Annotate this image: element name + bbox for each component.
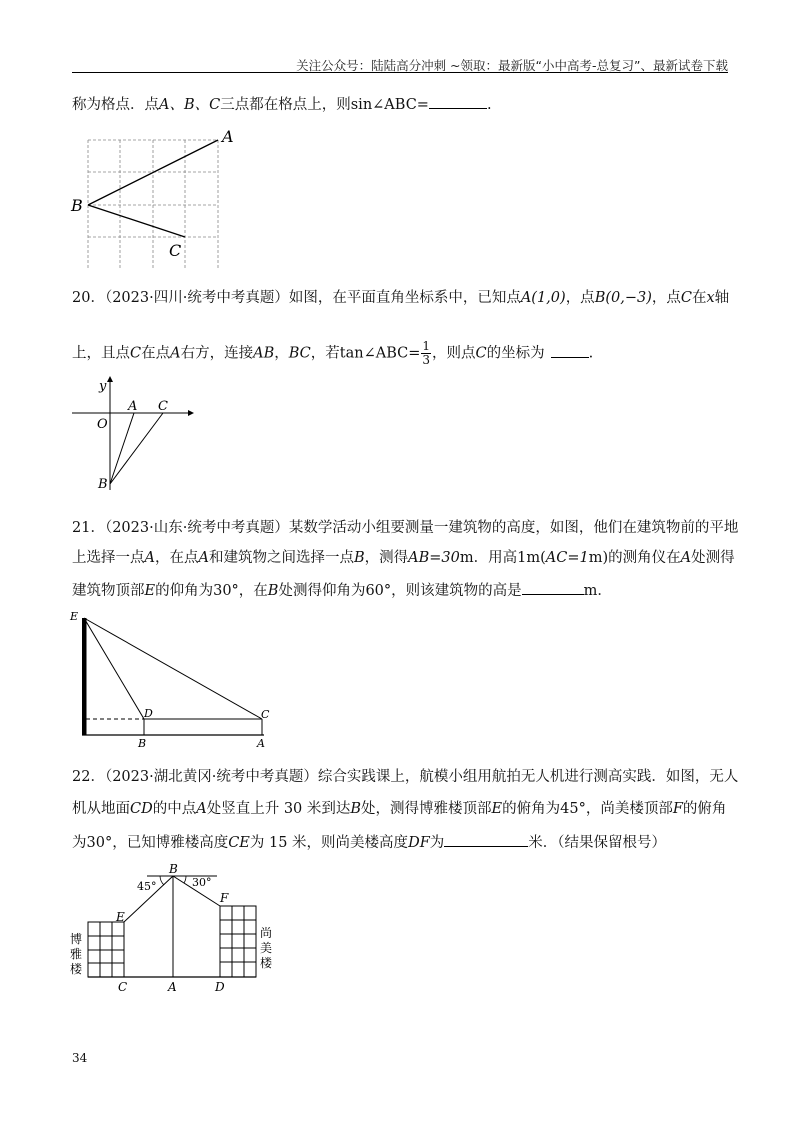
q22-source: （2023·湖北黄冈·统考中考真题） (104, 769, 318, 785)
q19-expr: sin∠ABC (350, 97, 417, 113)
q22-right-bldg-char3: 楼 (260, 956, 273, 970)
q19-figure (70, 128, 250, 276)
page-number: 34 (72, 1051, 88, 1065)
q19-segment-bc (88, 205, 185, 237)
q22-right-bldg-char2: 美 (260, 941, 273, 955)
q19-label-b: B (71, 196, 83, 215)
q22-left-building (88, 922, 124, 977)
q22-right-bldg-char1: 尚 (260, 926, 273, 940)
q21-label-e: E (70, 610, 79, 623)
q22-arc-45 (160, 876, 164, 885)
q22-figure (70, 862, 285, 994)
q22-number: 22． (72, 769, 105, 785)
q20-segment-bc (110, 413, 163, 484)
q20-fraction: $\frac{1}{3}$ (422, 339, 431, 367)
q20-segment-ab (110, 413, 134, 484)
q20-label-y: y (99, 379, 107, 394)
q20-figure (70, 378, 200, 496)
q22-label-b: B (169, 862, 178, 876)
header-rule (72, 72, 728, 73)
q21-line2: 上选择一点A，在点A和建筑物之间选择一点B，测得AB=30m．用高1m(AC=1m)的测角仪在A处测得 (72, 550, 735, 566)
q20-label-b: B (98, 477, 108, 492)
q22-left-bldg-char3: 楼 (70, 962, 83, 976)
q22-line1: 22．（2023·湖北黄冈·统考中考真题）综合实践课上，航模小组用航拍无人机进行测高实践．如图，无人 (72, 769, 739, 785)
q20-source: （2023·四川·统考中考真题） (104, 290, 289, 306)
page-header: 关注公众号：陆陆高分冲刺 ~领取：最新版“小中高考-总复习”、最新试卷下载 (296, 58, 728, 73)
q20-label-o: O (97, 417, 108, 432)
q22-label-e: E (116, 910, 125, 924)
q20-label-a: A (128, 399, 138, 414)
q19-label-c: C (169, 241, 182, 260)
q20-label-c: C (158, 399, 168, 414)
q21-label-d: D (144, 707, 153, 720)
q20-x-arrow (188, 410, 194, 416)
q20-number: 20． (72, 290, 105, 306)
q20-y-arrow (107, 376, 113, 382)
q22-left-bldg-char1: 博 (70, 932, 83, 946)
q22-arc-30 (184, 876, 186, 883)
q22-label-d: D (215, 980, 225, 994)
q21-answer-blank[interactable] (522, 580, 584, 595)
q21-building (82, 618, 87, 735)
q21-line1: 21．（2023·山东·统考中考真题）某数学活动小组要测量一建筑物的高度，如图，他们在建筑物前的平地 (72, 520, 739, 536)
q19-label-a: A (222, 127, 234, 146)
q20-line2: 上，且点C在点A右方，连接AB，BC，若tan∠ABC= $\frac{1}{3}$ ，则点C的坐标为 . (72, 339, 594, 367)
q19-grid (88, 140, 218, 270)
q20-answer-blank[interactable] (551, 343, 589, 358)
q19-text: 称为格点．点A、B、C三点都在格点上，则sin∠ABC= . (72, 94, 492, 115)
q21-source: （2023·山东·统考中考真题） (104, 520, 289, 536)
q21-figure (70, 608, 280, 748)
q22-label-f: F (220, 891, 229, 905)
q22-line3: 为30°，已知博雅楼高度CE为 15 米，则尚美楼高度DF为 米．（结果保留根号） (72, 832, 666, 853)
q22-left-bldg-char2: 雅 (70, 947, 83, 961)
q22-label-30: 30° (192, 876, 212, 889)
q22-label-a: A (168, 980, 177, 994)
q22-label-45: 45° (137, 880, 157, 893)
q22-right-building (220, 906, 256, 977)
q21-sight-d (84, 618, 144, 719)
q22-label-c: C (118, 980, 128, 994)
q21-sight-c (84, 618, 262, 719)
q22-answer-blank[interactable] (444, 832, 528, 847)
q19-answer-blank[interactable] (429, 94, 487, 109)
q21-number: 21． (72, 520, 105, 536)
q22-line2: 机从地面CD的中点A处竖直上升 30 米到达B处，测得博雅楼顶部E的俯角为45°，尚美楼顶部F的俯角 (72, 801, 727, 817)
q21-label-a: A (257, 737, 265, 750)
q20-line1: 20．（2023·四川·统考中考真题）如图，在平面直角坐标系中，已知点A(1,0)，点B(0,−3)，点C在x轴 (72, 290, 730, 306)
q21-label-c: C (261, 708, 270, 721)
q21-line3: 建筑物顶部E的仰角为30°，在B处测得仰角为60°，则该建筑物的高是 m． (72, 580, 612, 601)
q21-label-b: B (138, 737, 147, 750)
